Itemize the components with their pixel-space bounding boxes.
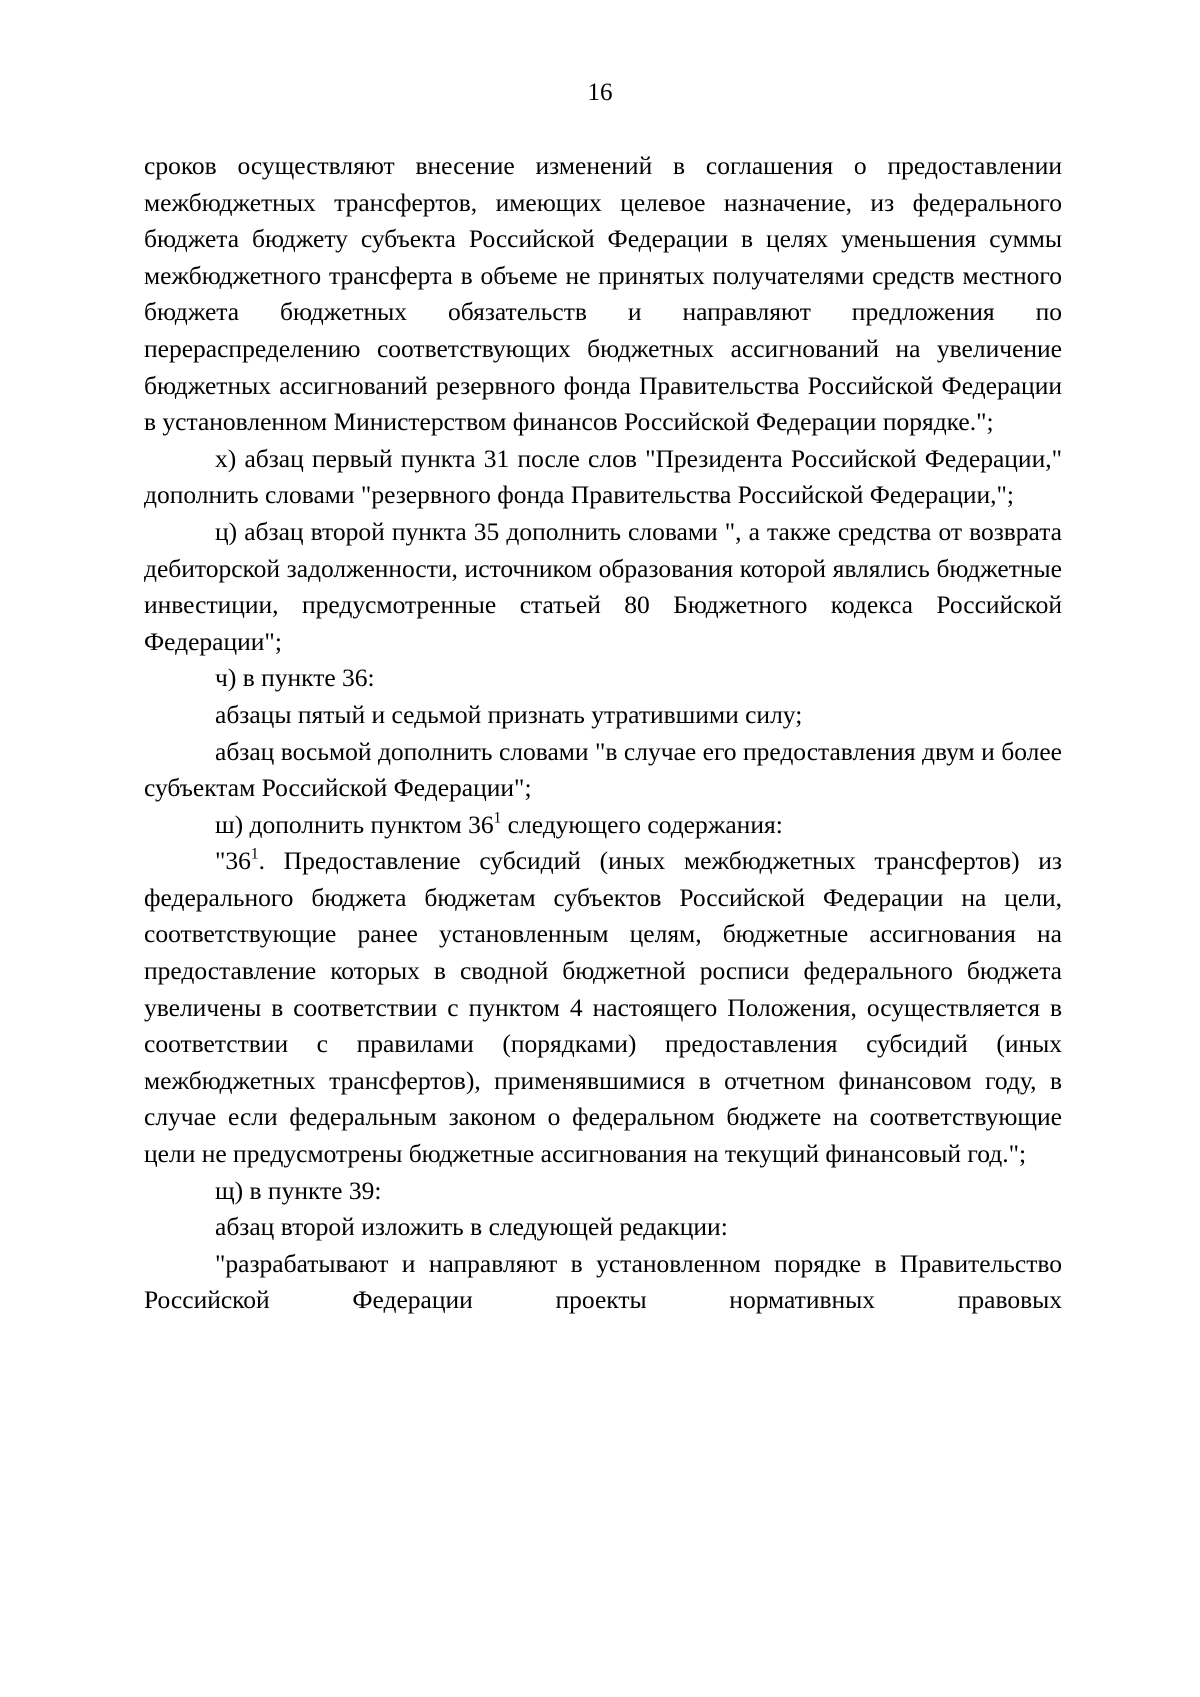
paragraph-item-ch-sub2: абзац восьмой дополнить словами "в случае его предоставления двум и более субъектам Российской Федерации"; — [144, 736, 1062, 803]
paragraph-item-shch-sub1: абзац второй изложить в следующей редакции: — [215, 1212, 728, 1242]
paragraph-text: ш) дополнить пунктом 36 — [215, 809, 494, 839]
paragraph-text: . Предоставление субсидий (иных межбюджетных трансфертов) из федерального бюджета бюджетам субъектов Российской Федерации на цели, соответствующие ранее установленным целям, бюджетные ассигнования на предоставление которых в сводной бюджетной росписи федерального бюджета увеличены в соответствии с пунктом 4 настоящего Положения, осуществляется в соответствии с правилами (порядками) предоставления субсидий (иных межбюджетных трансфертов), применявшимися в отчетном финансовом году, в случае если федеральным законом о федеральном бюджете на соответствующие цели не предусмотрены бюджетные ассигнования на текущий финансовый год."; — [144, 846, 1062, 1169]
paragraph-point-36-1 — [144, 843, 1062, 1172]
paragraph-item-ch: ч) в пункте 36: — [215, 663, 375, 693]
paragraph-continuation: сроков осуществляют внесение изменений в соглашения о предоставлении межбюджетных трансфертов, имеющих целевое назначение, из федерального бюджета бюджету субъекта Российской Федерации в целях уменьшения суммы межбюджетного трансферта в объеме не принятых получателями средств местного бюджета бюджетных обязательств и направляют предложения по перераспределению соответствующих бюджетных ассигнований на увеличение бюджетных ассигнований резервного фонда Правительства Российской Федерации в установленном Министерством финансов Российской Федерации порядке."; — [144, 151, 1062, 437]
paragraph-item-ts: ц) абзац второй пункта 35 дополнить словами ", а также средства от возврата дебиторской задолженности, источником образования которой являлись бюджетные инвестиции, предусмотренные статьей 80 Бюджетного кодекса Российской Федерации"; — [144, 516, 1062, 656]
superscript: 1 — [250, 845, 259, 863]
paragraph-item-kh: х) абзац первый пункта 31 после слов "Президента Российской Федерации," дополнить словами "резервного фонда Правительства Российской Федерации,"; — [144, 443, 1062, 510]
paragraph-item-ch-sub1: абзацы пятый и седьмой признать утратившими силу; — [215, 699, 803, 729]
paragraph-item-shch-quote: "разрабатывают и направляют в установленном порядке в Правительство Российской Федерации проекты нормативных правовых — [144, 1248, 1062, 1315]
document-body — [144, 148, 1062, 1319]
paragraph-text: "36 — [215, 846, 251, 876]
paragraph-item-sh — [144, 807, 1062, 844]
superscript: 1 — [493, 808, 502, 826]
paragraph-item-shch: щ) в пункте 39: — [215, 1175, 382, 1205]
page-number: 16 — [587, 79, 613, 106]
paragraph-text: следующего содержания: — [501, 809, 783, 839]
